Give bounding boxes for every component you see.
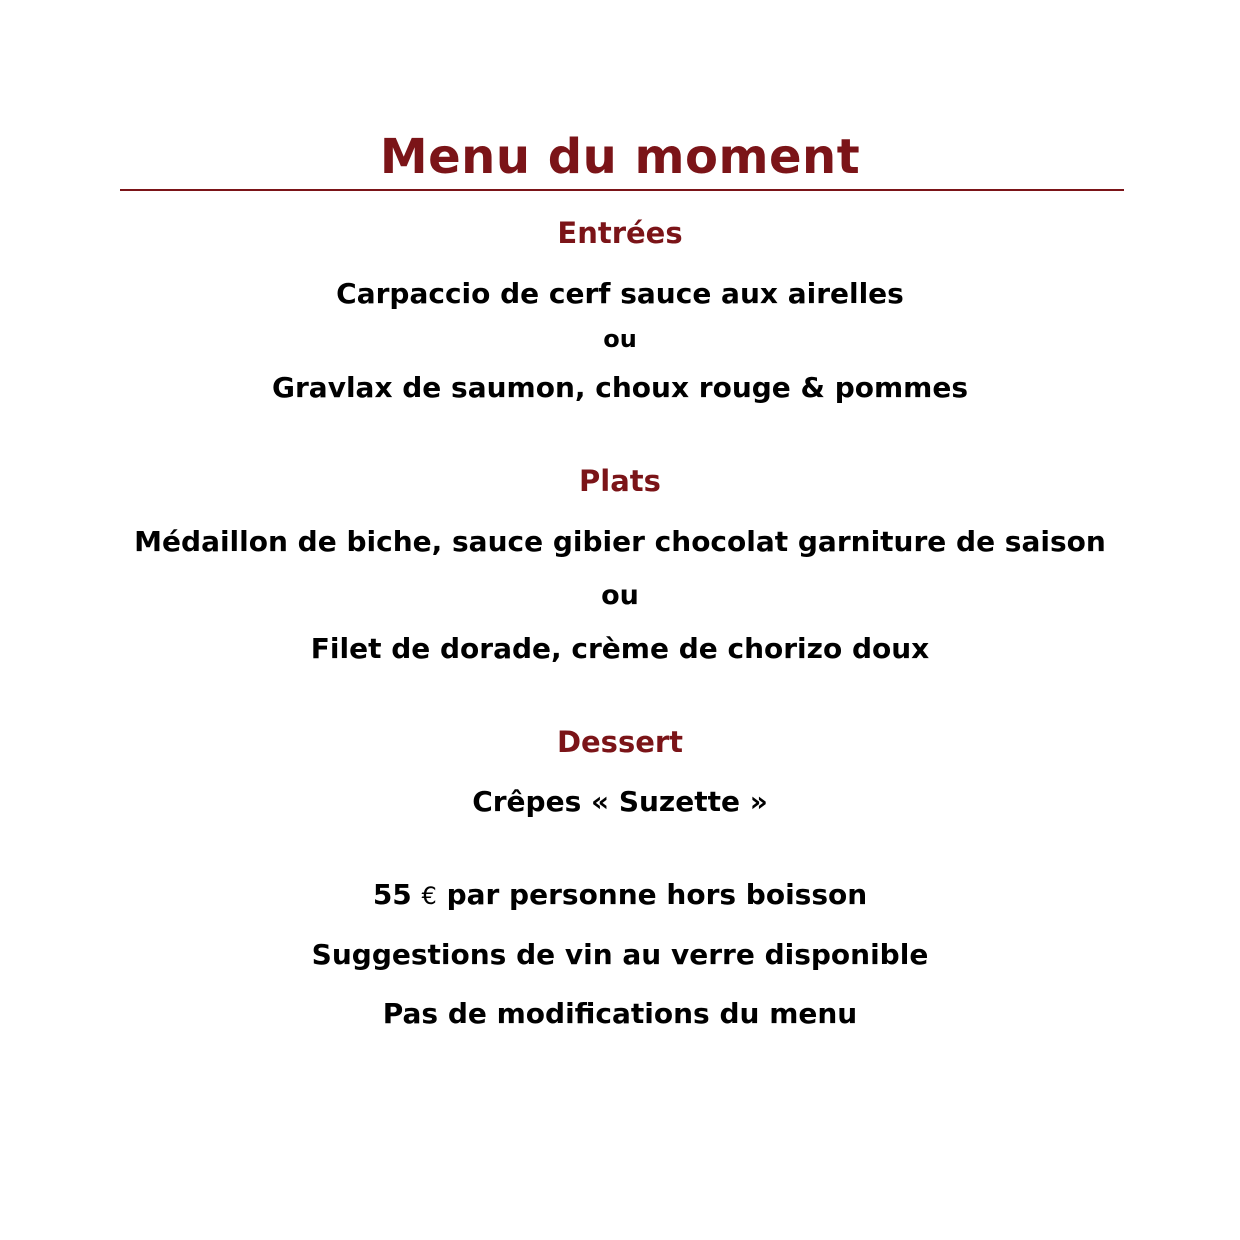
- separator-ou-plats: ou: [601, 580, 639, 611]
- separator-ou-entrees: ou: [603, 325, 637, 353]
- section-heading-dessert: Dessert: [556, 725, 684, 759]
- dish-entree-1: Carpaccio de cerf sauce aux airelles: [336, 277, 904, 310]
- dish-plat-2: Filet de dorade, crème de chorizo doux: [310, 632, 930, 665]
- dish-plat-1: Médaillon de biche, sauce gibier chocolat garniture de saison: [134, 525, 1106, 558]
- price-amount: 55: [372, 878, 412, 911]
- menu-title: Menu du moment: [379, 129, 861, 185]
- section-heading-entrees: Entrées: [557, 216, 683, 250]
- dish-dessert-1: Crêpes « Suzette »: [472, 785, 768, 818]
- price-line: [0, 878, 1240, 911]
- price-currency: €: [421, 882, 437, 910]
- section-heading-plats: Plats: [579, 464, 661, 498]
- note-no-modifications: Pas de modifications du menu: [382, 997, 858, 1030]
- dish-entree-2: Gravlax de saumon, choux rouge & pommes: [272, 371, 968, 404]
- title-divider: [120, 189, 1124, 191]
- note-wine-suggestions: Suggestions de vin au verre disponible: [311, 938, 929, 971]
- price-label: par personne hors boisson: [446, 878, 868, 911]
